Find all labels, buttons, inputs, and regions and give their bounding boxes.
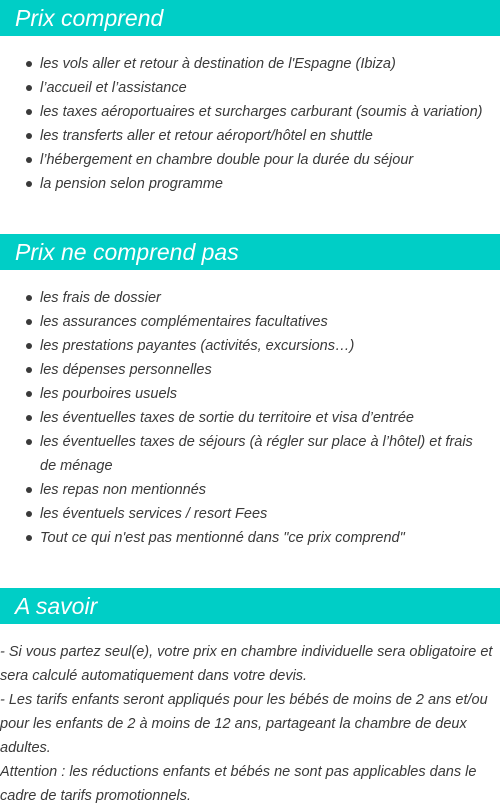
list-item: Tout ce qui n'est pas mentionné dans "ce prix comprend" — [0, 526, 500, 550]
excluded-list — [0, 286, 500, 550]
list-item: les pourboires usuels — [0, 382, 500, 406]
section-header-prix-ne-comprend-pas — [0, 234, 500, 270]
section-title: Prix ne comprend pas — [15, 239, 239, 265]
list-item: les frais de dossier — [0, 286, 500, 310]
list-item: la pension selon programme — [0, 172, 500, 196]
list-item: les éventuelles taxes de sortie du territoire et visa d’entrée — [0, 406, 500, 430]
info-paragraph: - Les tarifs enfants seront appliqués pour les bébés de moins de 2 ans et/ou pour les enfants de 2 à moins de 12 ans, partageant la chambre de deux adultes. — [0, 692, 488, 756]
list-item: les repas non mentionnés — [0, 478, 500, 502]
info-paragraph: - Si vous partez seul(e), votre prix en chambre individuelle sera obligatoire et sera calculé automatiquement dans votre devis. — [0, 644, 493, 684]
included-list — [0, 52, 500, 196]
list-item: les prestations payantes (activités, excursions…) — [0, 334, 500, 358]
list-item: les éventuels services / resort Fees — [0, 502, 500, 526]
list-item: l’hébergement en chambre double pour la durée du séjour — [0, 148, 500, 172]
info-paragraph: Attention : les réductions enfants et bébés ne sont pas applicables dans le cadre de tarifs promotionnels. — [0, 764, 477, 804]
list-item: les transferts aller et retour aéroport/hôtel en shuttle — [0, 124, 500, 148]
section-header-a-savoir — [0, 588, 500, 624]
section-title: A savoir — [15, 593, 98, 619]
section-title: Prix comprend — [15, 5, 164, 31]
list-item: les assurances complémentaires facultatives — [0, 310, 500, 334]
list-item: l’accueil et l’assistance — [0, 76, 500, 100]
list-item: les éventuelles taxes de séjours (à régler sur place à l’hôtel) et frais de ménage — [0, 430, 500, 478]
section-header-prix-comprend — [0, 0, 500, 36]
list-item: les vols aller et retour à destination de l'Espagne (Ibiza) — [0, 52, 500, 76]
list-item: les taxes aéroportuaires et surcharges carburant (soumis à variation) — [0, 100, 500, 124]
info-text-block — [0, 640, 500, 808]
list-item: les dépenses personnelles — [0, 358, 500, 382]
